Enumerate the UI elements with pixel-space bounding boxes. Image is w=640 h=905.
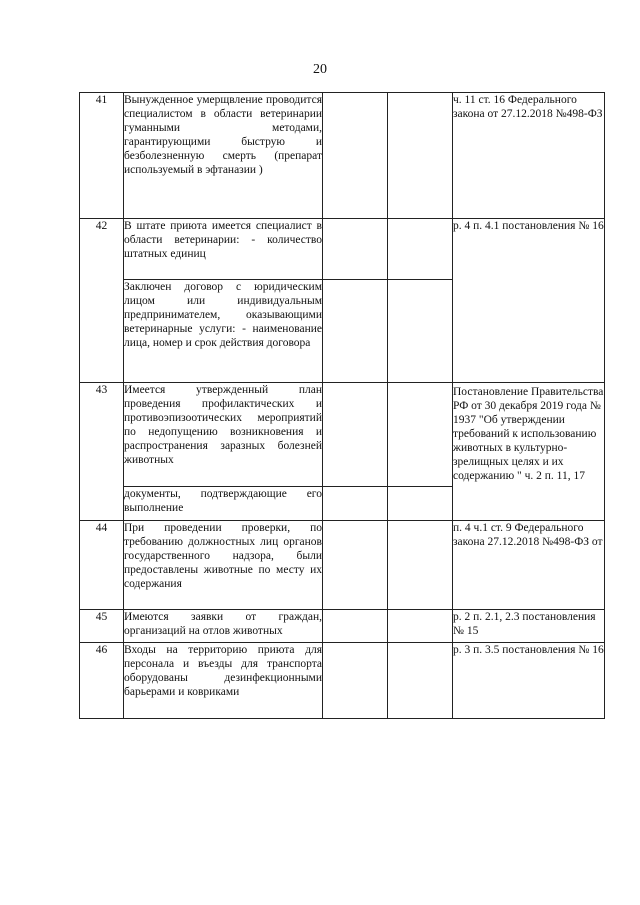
answer-cell[interactable] [323, 93, 388, 219]
answer-cell[interactable] [388, 383, 453, 487]
legal-basis: р. 3 п. 3.5 постановления № 16 [453, 643, 605, 719]
requirement-text: документы, подтверждающие его выполнение [124, 487, 323, 521]
requirement-text: Заключен договор с юридическим лицом или индивидуальным предпринимателем, оказывающими ветеринарные услуги: - наименование лица, номер и срок действия договора [124, 280, 323, 383]
legal-basis: Постановление Правительства РФ от 30 декабря 2019 года № 1937 "Об утверждении требований к использованию животных в культурно-зрелищных целях и их содержанию " ч. 2 п. 11, 17 [453, 383, 605, 521]
answer-cell[interactable] [323, 487, 388, 521]
requirement-text: При проведении проверки, по требованию должностных лиц органов государственного надзора, были предоставлены животные по месту их содержания [124, 521, 323, 610]
row-number: 45 [80, 610, 124, 643]
row-number: 43 [80, 383, 124, 521]
legal-basis: п. 4 ч.1 ст. 9 Федерального закона 27.12.2018 №498-ФЗ от [453, 521, 605, 610]
answer-cell[interactable] [388, 93, 453, 219]
table-row [80, 643, 605, 719]
requirement-text: Имеется утвержденный план проведения профилактических и противоэпизоотических мероприятий по недопущению возникновения и распространения заразных болезней животных [124, 383, 323, 487]
page-number: 20 [313, 62, 327, 77]
requirement-text: Имеются заявки от граждан, организаций на отлов животных [124, 610, 323, 643]
answer-cell[interactable] [388, 280, 453, 383]
answer-cell[interactable] [388, 610, 453, 643]
legal-basis: р. 2 п. 2.1, 2.3 постановления № 15 [453, 610, 605, 643]
row-number: 42 [80, 219, 124, 383]
table-row [80, 93, 605, 219]
answer-cell[interactable] [323, 219, 388, 280]
legal-basis: р. 4 п. 4.1 постановления № 16 [453, 219, 605, 383]
table-row [80, 610, 605, 643]
table-row [80, 521, 605, 610]
table-row [80, 219, 605, 280]
table-row [80, 383, 605, 487]
answer-cell[interactable] [323, 383, 388, 487]
answer-cell[interactable] [388, 643, 453, 719]
answer-cell[interactable] [323, 643, 388, 719]
requirement-text: Входы на территорию приюта для персонала и въезды для транспорта оборудованы дезинфекционными барьерами и ковриками [124, 643, 323, 719]
requirement-text: В штате приюта имеется специалист в области ветеринарии: - количество штатных единиц [124, 219, 323, 280]
answer-cell[interactable] [323, 280, 388, 383]
row-number: 46 [80, 643, 124, 719]
row-number: 41 [80, 93, 124, 219]
answer-cell[interactable] [388, 219, 453, 280]
answer-cell[interactable] [323, 610, 388, 643]
answer-cell[interactable] [388, 521, 453, 610]
requirement-text: Вынужденное умерщвление проводится специалистом в области ветеринарии гуманными методами, гарантирующими быструю и безболезненную смерть (препарат используемый в эфтаназии ) [124, 93, 323, 219]
answer-cell[interactable] [323, 521, 388, 610]
row-number: 44 [80, 521, 124, 610]
checklist-table [79, 92, 605, 719]
legal-basis: ч. 11 ст. 16 Федерального закона от 27.12.2018 №498-ФЗ [453, 93, 605, 219]
answer-cell[interactable] [388, 487, 453, 521]
